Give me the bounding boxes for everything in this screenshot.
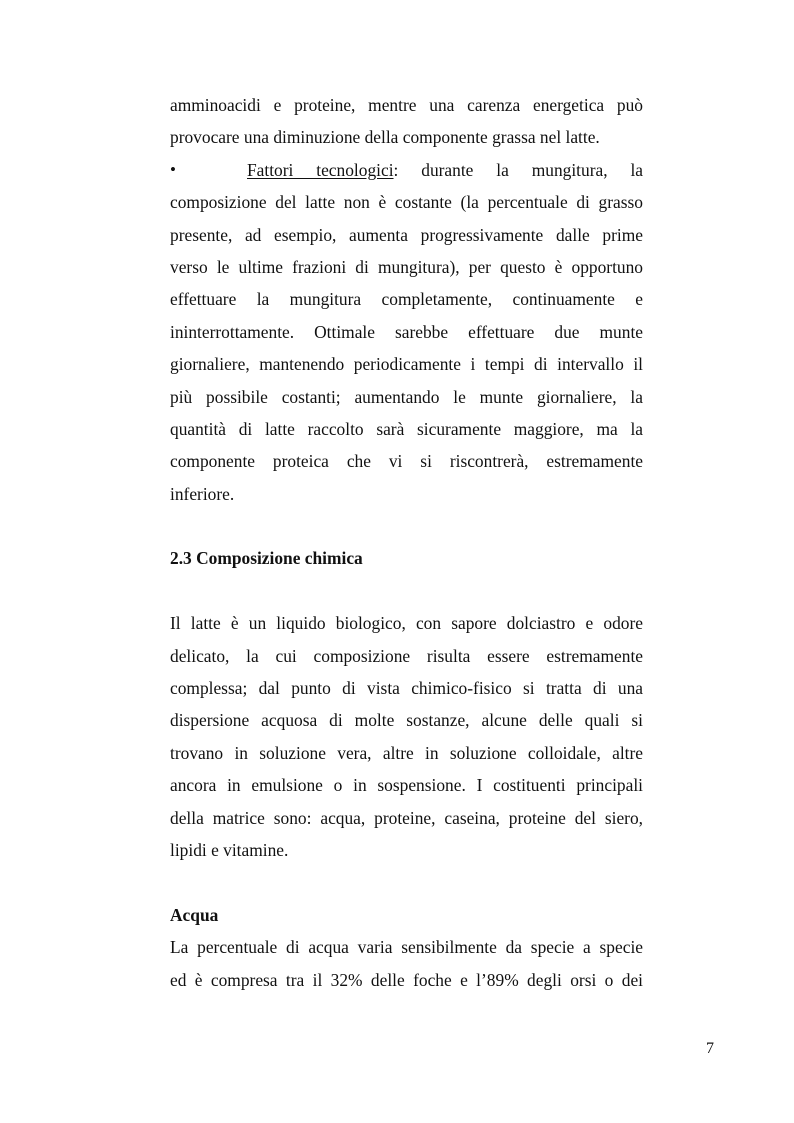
text-line: composizione del latte non è costante (la percentuale di grasso — [170, 192, 643, 213]
water-paragraph — [170, 931, 643, 996]
spacer — [170, 866, 643, 898]
bullet-term: Fattori tecnologici — [247, 159, 394, 180]
bullet-first-line-rest: : durante la mungitura, la — [393, 159, 643, 180]
text-line: amminoacidi e proteine, mentre una carenza energetica può — [170, 95, 643, 115]
bullet-item — [170, 154, 643, 510]
text-line: Il latte è un liquido biologico, con sapore dolciastro e odore — [170, 613, 643, 634]
text-line: componente proteica che vi si riscontrerà, estremamente — [170, 451, 643, 472]
text-line: inferiore. — [170, 483, 235, 504]
text-line: verso le ultime frazioni di mungitura), per questo è opportuno — [170, 256, 643, 277]
text-line: provocare una diminuzione della componente grassa nel latte. — [170, 127, 600, 148]
bullet-first-line-text — [247, 154, 643, 186]
section-heading: 2.3 Composizione chimica — [170, 548, 363, 569]
text-line: trovano in soluzione vera, altre in soluzione colloidale, altre — [170, 742, 643, 763]
page-number: 7 — [706, 1040, 714, 1057]
text-line: dispersione acquosa di molte sostanze, alcune delle quali si — [170, 710, 643, 731]
text-line: effettuare la mungitura completamente, continuamente e — [170, 289, 643, 310]
intro-paragraph — [170, 89, 643, 154]
text-line: ancora in emulsione o in sospensione. I costituenti principali — [170, 775, 643, 796]
bullet-first-line — [170, 154, 643, 186]
composition-paragraph — [170, 607, 643, 866]
text-line: delicato, la cui composizione risulta essere estremamente — [170, 645, 643, 666]
text-line: La percentuale di acqua varia sensibilmente da specie a specie — [170, 937, 643, 958]
bullet-symbol: • — [170, 159, 176, 179]
spacer — [170, 575, 643, 607]
text-line: ed è compresa tra il 32% delle foche e l’89% degli orsi o dei — [170, 969, 643, 990]
text-line: quantità di latte raccolto sarà sicuramente maggiore, ma la — [170, 418, 643, 439]
spacer — [170, 510, 643, 542]
subheading: Acqua — [170, 904, 219, 925]
text-line: complessa; dal punto di vista chimico-fisico si tratta di una — [170, 678, 643, 699]
text-line: della matrice sono: acqua, proteine, caseina, proteine del siero, — [170, 807, 643, 828]
text-line: più possibile costanti; aumentando le munte giornaliere, la — [170, 386, 643, 407]
text-line: presente, ad esempio, aumenta progressivamente dalle prime — [170, 224, 643, 245]
text-line: ininterrottamente. Ottimale sarebbe effettuare due munte — [170, 321, 643, 342]
text-line: lipidi e vitamine. — [170, 839, 289, 860]
text-line: giornaliere, mantenendo periodicamente i tempi di intervallo il — [170, 354, 643, 375]
document-page — [170, 89, 643, 996]
